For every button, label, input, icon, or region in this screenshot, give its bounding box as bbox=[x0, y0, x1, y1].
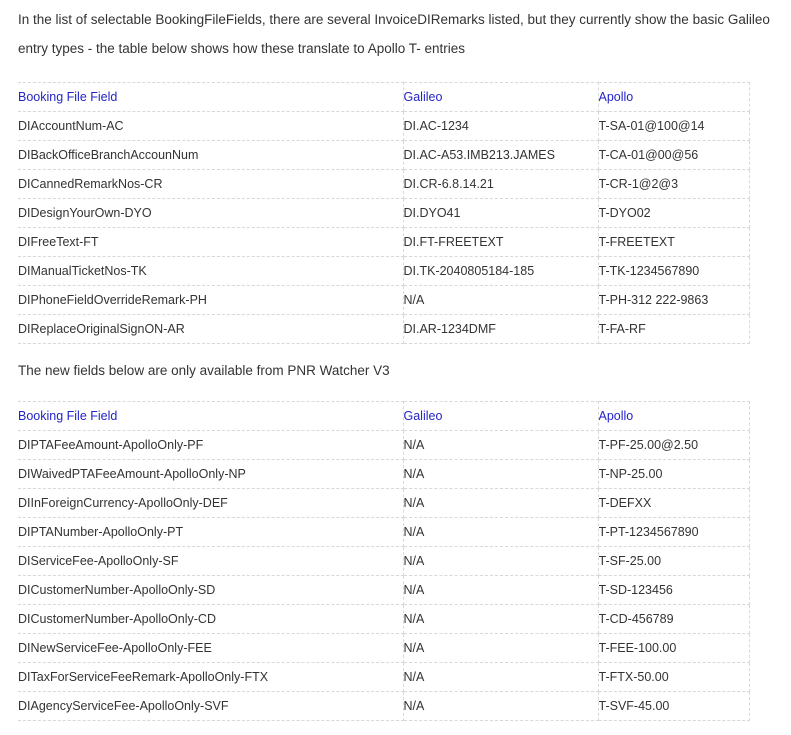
cell-field: DIDesignYourOwn-DYO bbox=[18, 199, 403, 228]
table-row bbox=[18, 576, 749, 605]
cell-galileo: DI.DYO41 bbox=[403, 199, 598, 228]
header-booking-file-field: Booking File Field bbox=[18, 402, 403, 431]
cell-field: DINewServiceFee-ApolloOnly-FEE bbox=[18, 634, 403, 663]
cell-galileo: N/A bbox=[403, 663, 598, 692]
cell-galileo: N/A bbox=[403, 431, 598, 460]
cell-galileo: N/A bbox=[403, 518, 598, 547]
table-row bbox=[18, 518, 749, 547]
table-row bbox=[18, 692, 749, 721]
cell-galileo: N/A bbox=[403, 547, 598, 576]
cell-galileo: DI.AC-A53.IMB213.JAMES bbox=[403, 141, 598, 170]
cell-apollo: T-TK-1234567890 bbox=[598, 257, 749, 286]
cell-galileo: N/A bbox=[403, 692, 598, 721]
cell-field: DIAgencyServiceFee-ApolloOnly-SVF bbox=[18, 692, 403, 721]
cell-apollo: T-PF-25.00@2.50 bbox=[598, 431, 749, 460]
cell-galileo: N/A bbox=[403, 489, 598, 518]
header-apollo: Apollo bbox=[598, 83, 749, 112]
cell-apollo: T-NP-25.00 bbox=[598, 460, 749, 489]
cell-apollo: T-DEFXX bbox=[598, 489, 749, 518]
cell-apollo: T-FA-RF bbox=[598, 315, 749, 344]
cell-apollo: T-DYO02 bbox=[598, 199, 749, 228]
table-header-row bbox=[18, 402, 749, 431]
cell-field: DIReplaceOriginalSignON-AR bbox=[18, 315, 403, 344]
cell-field: DIManualTicketNos-TK bbox=[18, 257, 403, 286]
v3-note: The new fields below are only available from PNR Watcher V3 bbox=[18, 363, 390, 378]
table-row bbox=[18, 112, 749, 141]
cell-galileo: N/A bbox=[403, 605, 598, 634]
cell-apollo: T-CR-1@2@3 bbox=[598, 170, 749, 199]
table-row bbox=[18, 663, 749, 692]
cell-apollo: T-FEE-100.00 bbox=[598, 634, 749, 663]
cell-galileo: N/A bbox=[403, 634, 598, 663]
table-row bbox=[18, 228, 749, 257]
table-row bbox=[18, 547, 749, 576]
cell-apollo: T-FREETEXT bbox=[598, 228, 749, 257]
cell-apollo: T-CA-01@00@56 bbox=[598, 141, 749, 170]
table-row bbox=[18, 315, 749, 344]
table-row bbox=[18, 286, 749, 315]
cell-galileo: DI.TK-2040805184-185 bbox=[403, 257, 598, 286]
cell-field: DIFreeText-FT bbox=[18, 228, 403, 257]
header-galileo: Galileo bbox=[403, 402, 598, 431]
header-booking-file-field: Booking File Field bbox=[18, 83, 403, 112]
cell-apollo: T-SA-01@100@14 bbox=[598, 112, 749, 141]
cell-field: DIWaivedPTAFeeAmount-ApolloOnly-NP bbox=[18, 460, 403, 489]
cell-apollo: T-PH-312 222-9863 bbox=[598, 286, 749, 315]
cell-field: DIPTAFeeAmount-ApolloOnly-PF bbox=[18, 431, 403, 460]
cell-field: DIPTANumber-ApolloOnly-PT bbox=[18, 518, 403, 547]
galileo-apollo-table bbox=[18, 82, 750, 344]
table-row bbox=[18, 460, 749, 489]
cell-galileo: DI.AR-1234DMF bbox=[403, 315, 598, 344]
cell-galileo: DI.FT-FREETEXT bbox=[403, 228, 598, 257]
cell-galileo: DI.AC-1234 bbox=[403, 112, 598, 141]
cell-field: DIBackOfficeBranchAccounNum bbox=[18, 141, 403, 170]
cell-apollo: T-SVF-45.00 bbox=[598, 692, 749, 721]
cell-field: DIPhoneFieldOverrideRemark-PH bbox=[18, 286, 403, 315]
intro-paragraph: In the list of selectable BookingFileFields, there are several InvoiceDIRemarks listed, but they currently show the basic Galileo entry types - the table below shows how these translate to Apollo T- entries bbox=[18, 12, 770, 56]
header-apollo: Apollo bbox=[598, 402, 749, 431]
document-content bbox=[18, 0, 778, 721]
cell-galileo: N/A bbox=[403, 460, 598, 489]
apollo-only-table bbox=[18, 401, 750, 721]
table-row bbox=[18, 141, 749, 170]
table-row bbox=[18, 489, 749, 518]
table-row bbox=[18, 170, 749, 199]
cell-apollo: T-SD-123456 bbox=[598, 576, 749, 605]
table-row bbox=[18, 605, 749, 634]
cell-field: DICustomerNumber-ApolloOnly-SD bbox=[18, 576, 403, 605]
table-row bbox=[18, 257, 749, 286]
table-row bbox=[18, 634, 749, 663]
cell-field: DICannedRemarkNos-CR bbox=[18, 170, 403, 199]
cell-galileo: N/A bbox=[403, 286, 598, 315]
cell-field: DITaxForServiceFeeRemark-ApolloOnly-FTX bbox=[18, 663, 403, 692]
table-row bbox=[18, 431, 749, 460]
cell-field: DIServiceFee-ApolloOnly-SF bbox=[18, 547, 403, 576]
cell-apollo: T-FTX-50.00 bbox=[598, 663, 749, 692]
cell-apollo: T-SF-25.00 bbox=[598, 547, 749, 576]
cell-apollo: T-PT-1234567890 bbox=[598, 518, 749, 547]
cell-field: DIInForeignCurrency-ApolloOnly-DEF bbox=[18, 489, 403, 518]
cell-field: DIAccountNum-AC bbox=[18, 112, 403, 141]
cell-apollo: T-CD-456789 bbox=[598, 605, 749, 634]
cell-field: DICustomerNumber-ApolloOnly-CD bbox=[18, 605, 403, 634]
header-galileo: Galileo bbox=[403, 83, 598, 112]
table-row bbox=[18, 199, 749, 228]
table-header-row bbox=[18, 83, 749, 112]
cell-galileo: DI.CR-6.8.14.21 bbox=[403, 170, 598, 199]
cell-galileo: N/A bbox=[403, 576, 598, 605]
